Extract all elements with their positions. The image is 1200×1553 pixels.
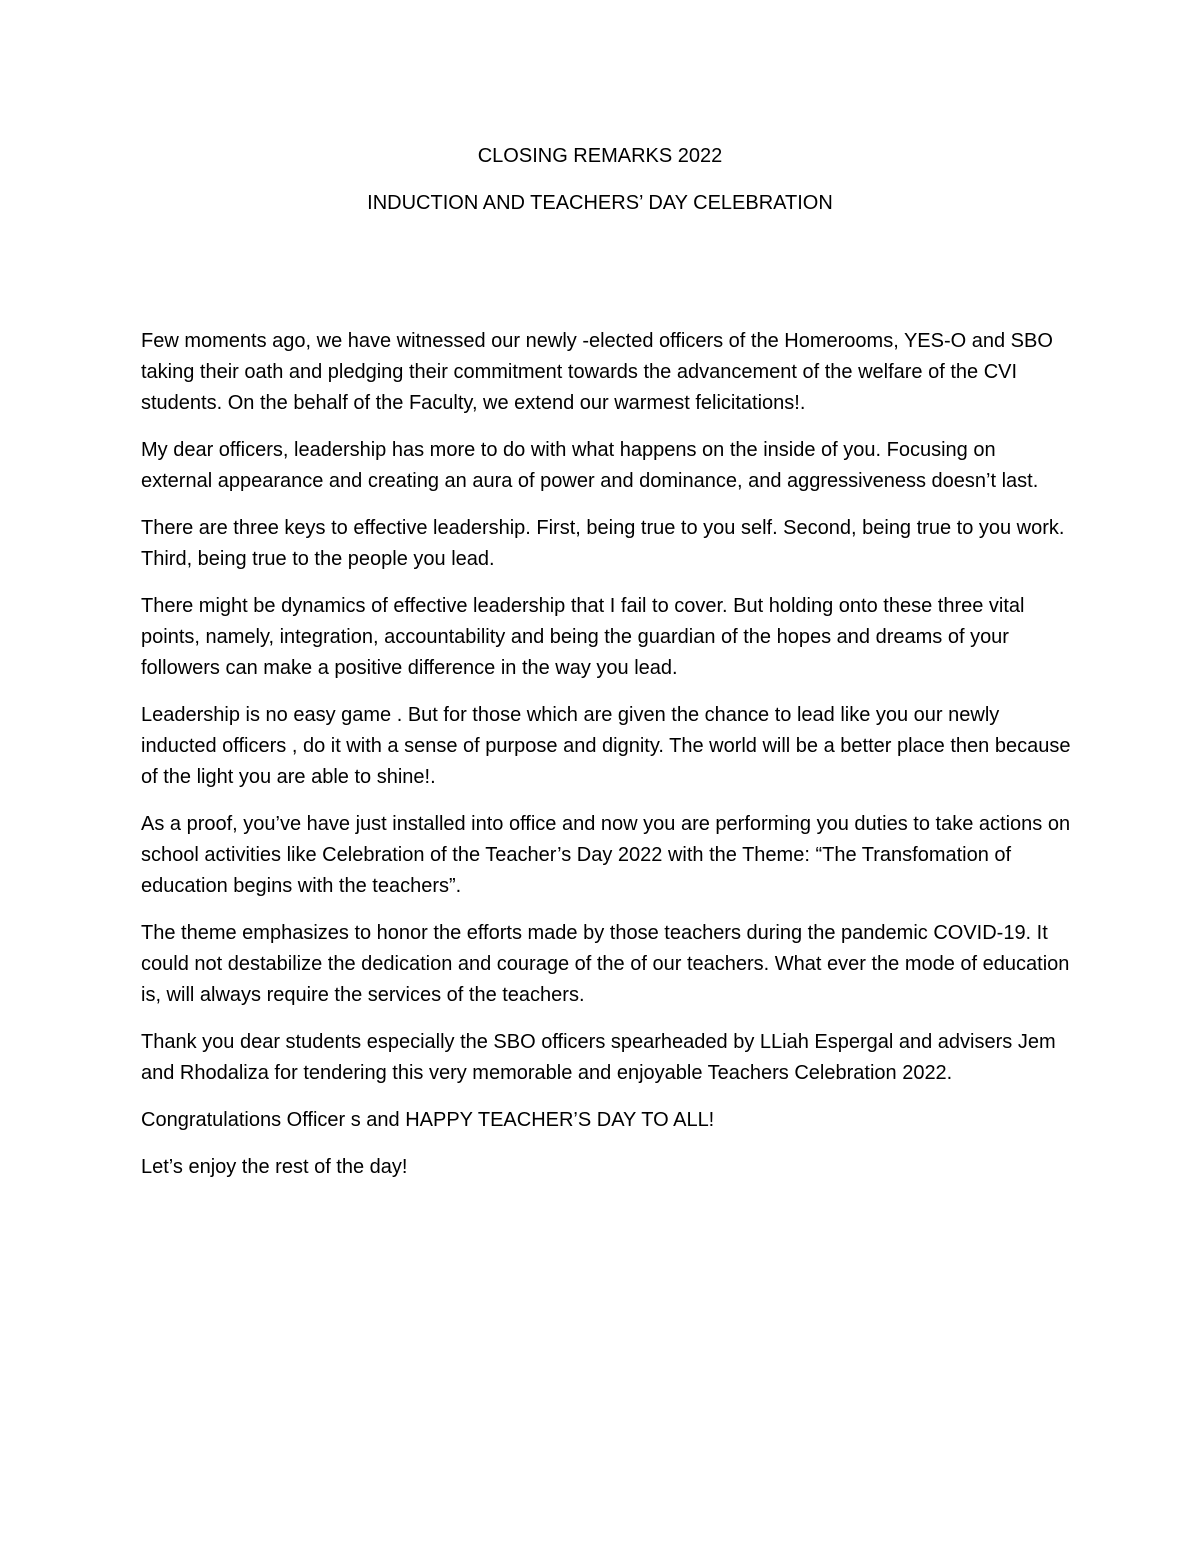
paragraph-theme: The theme emphasizes to honor the efforts made by those teachers during the pandemic COVID-19. It could not destabilize the dedication and courage of the of our teachers. What ever the mode of education is, will always require the services of the teachers.: [141, 922, 1070, 1006]
document-subtitle: INDUCTION AND TEACHERS’ DAY CELEBRATION: [367, 192, 833, 214]
document-body: [141, 326, 1071, 1199]
paragraph-thank-you: Thank you dear students especially the SBO officers spearheaded by LLiah Espergal and advisers Jem and Rhodaliza for tendering this very memorable and enjoyable Teachers Celebration 2022.: [141, 1031, 1056, 1084]
document-title: CLOSING REMARKS 2022: [477, 145, 723, 167]
paragraph-congratulations: Congratulations Officer s and HAPPY TEACHER’S DAY TO ALL!: [141, 1109, 715, 1131]
paragraph-proof: As a proof, you’ve have just installed into office and now you are performing you duties to take actions on school activities like Celebration of the Teacher’s Day 2022 with the Theme: “The Transfomation of education begins with the teachers”.: [141, 813, 1071, 897]
paragraph-no-easy-game: Leadership is no easy game . But for those which are given the chance to lead like you our newly inducted officers , do it with a sense of purpose and dignity. The world will be a better place then because of the light you are able to shine!.: [141, 704, 1071, 788]
paragraph-closing: Let’s enjoy the rest of the day!: [141, 1156, 408, 1178]
paragraph-dynamics: There might be dynamics of effective leadership that I fail to cover. But holding onto these three vital points, namely, integration, accountability and being the guardian of the hopes and dreams of your followers can make a positive difference in the way you lead.: [141, 595, 1025, 679]
paragraph-leadership-inside: My dear officers, leadership has more to do with what happens on the inside of you. Focusing on external appearance and creating an aura of power and dominance, and aggressiveness doesn’t last.: [141, 439, 1039, 492]
paragraph-three-keys: There are three keys to effective leadership. First, being true to you self. Second, being true to you work. Third, being true to the people you lead.: [141, 517, 1065, 570]
paragraph-opening: Few moments ago, we have witnessed our newly -elected officers of the Homerooms, YES-O and SBO taking their oath and pledging their commitment towards the advancement of the welfare of the CVI students. On the behalf of the Faculty, we extend our warmest felicitations!.: [141, 330, 1053, 414]
